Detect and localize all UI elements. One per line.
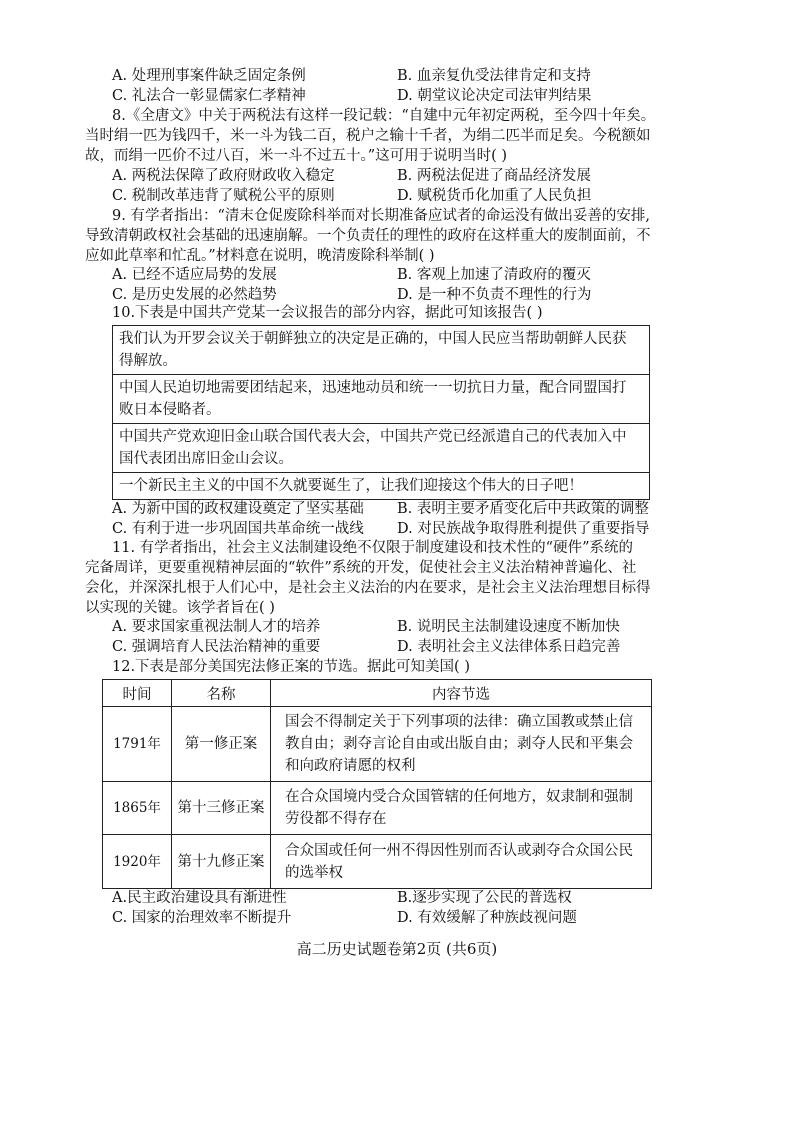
q8-option-b: B. 两税法促进了商品经济发展: [397, 168, 591, 184]
q12-option-c: C. 国家的治理效率不断提升: [112, 910, 292, 926]
q10-option-d: D. 对民族战争取得胜利提供了重要指导: [397, 521, 650, 537]
q10-option-c: C. 有利于进一步巩固国共革命统一战线: [112, 521, 364, 537]
q10-quote-4: [112, 472, 650, 500]
q11-option-c: C. 强调培育人民法治精神的重要: [112, 639, 321, 655]
q11-stem-line-3: 会化，并深深扎根于人们心中，是社会主义法治的内在要求，是社会主义法治理想目标得: [85, 580, 651, 596]
q11-option-d: D. 表明社会主义法律体系日趋完善: [397, 639, 621, 655]
row-content: 在合众国境内受合众国管辖的任何地方，奴隶制和强制劳役都不得存在: [271, 782, 652, 835]
q12-stem: 12.下表是部分美国宪法修正案的节选。据此可知美国( ): [112, 659, 470, 675]
row-name: 第十九修正案: [172, 835, 271, 889]
q9-stem: [85, 206, 677, 266]
q9-option-b: B. 客观上加速了清政府的覆灭: [397, 267, 591, 283]
header-name: 名称: [172, 680, 271, 707]
q11-stem-line-4: 以实现的关键。该学者旨在( ): [85, 600, 275, 616]
q8-option-c: C. 税制改革违背了赋税公平的原则: [112, 188, 335, 204]
header-time: 时间: [103, 680, 172, 707]
q10-quote-2-line-2: 败日本侵略者。: [119, 402, 221, 418]
q10-quote-4-line-1: 一个新民主主义的中国不久就要诞生了，让我们迎接这个伟大的日子吧！: [119, 478, 583, 494]
q11-stem: [85, 538, 677, 618]
row-content: 国会不得制定关于下列事项的法律：确立国教或禁止信教自由；剥夺言论自由或出版自由；剥夺人民和平集会和向政府请愿的权利: [271, 707, 652, 782]
q8-stem-line-1: 8.《全唐文》中关于两税法有这样一段记载：“自建中元年初定两税，至今四十年矣。: [112, 108, 656, 124]
row-name: 第一修正案: [172, 707, 271, 782]
q10-option-a: A. 为新中国的政权建设奠定了坚实基础: [112, 501, 364, 517]
row-year: 1791年: [103, 707, 172, 782]
row-content: 合众国或任何一州不得因性别而否认或剥夺合众国公民的选举权: [271, 835, 652, 889]
q8-option-d: D. 赋税货币化加重了人民负担: [397, 188, 592, 204]
q10-quote-1: [112, 325, 650, 375]
page-footer: 高二历史试题卷第2页 (共6页): [296, 940, 498, 958]
table-header-row: [103, 680, 652, 707]
q10-option-b: B. 表明主要矛盾变化后中共政策的调整: [397, 501, 649, 517]
row-year: 1865年: [103, 782, 172, 835]
q8-stem-line-3: 故，而绢一匹价不过八百，米一斗不过五十。”这可用于说明当时( ): [85, 148, 508, 164]
q8-stem: [85, 106, 677, 166]
q11-stem-line-2: 完备周详，更要重视精神层面的“软件”系统的开发，促使社会主义法治精神普遍化、社: [85, 560, 637, 576]
q8-options: [112, 166, 682, 206]
q9-stem-line-1: 9. 有学者指出：“清末仓促废除科举而对长期准备应试者的命运没有做出妥善的安排,: [112, 208, 650, 224]
q10-quote-3-line-1: 中国共产党欢迎旧金山联合国代表大会，中国共产党已经派遣自己的代表加入中: [119, 429, 627, 445]
q7-option-d: D. 朝堂议论决定司法审判结果: [397, 88, 592, 104]
q10-quote-3: [112, 423, 650, 473]
q10-quote-3-line-2: 国代表团出席旧金山会议。: [119, 451, 293, 467]
q12-options: [112, 888, 682, 928]
table-row: [103, 707, 652, 782]
q7-option-c: C. 礼法合一彰显儒家仁孝精神: [112, 88, 306, 104]
q9-option-a: A. 已经不适应局势的发展: [112, 267, 277, 283]
q11-options: [112, 617, 682, 657]
q9-option-c: C. 是历史发展的必然趋势: [112, 287, 277, 303]
q10-quote-2-line-1: 中国人民迫切地需要团结起来，迅速地动员和统一一切抗日力量，配合同盟国打: [119, 380, 627, 396]
q9-options: [112, 265, 682, 305]
q10-quote-2: [112, 374, 650, 424]
q11-option-b: B. 说明民主法制建设速度不断加快: [397, 619, 620, 635]
row-year: 1920年: [103, 835, 172, 889]
q12-option-a: A.民主政治建设具有渐进性: [112, 890, 287, 906]
q9-stem-line-3: 应如此草率和忙乱。”材料意在说明，晚清废除科举制( ): [85, 248, 435, 264]
q11-option-a: A. 要求国家重视法制人才的培养: [112, 619, 321, 635]
row-name: 第十三修正案: [172, 782, 271, 835]
table-row: [103, 835, 652, 889]
q12-option-d: D. 有效缓解了种族歧视问题: [397, 910, 577, 926]
q8-option-a: A. 两税法保障了政府财政收入稳定: [112, 168, 335, 184]
q10-stem: 10.下表是中国共产党某一会议报告的部分内容，据此可知该报告( ): [112, 305, 543, 321]
q9-option-d: D. 是一种不负责不理性的行为: [397, 287, 592, 303]
table-row: [103, 782, 652, 835]
q10-quote-table: [112, 326, 650, 500]
q10-quote-1-line-1: 我们认为开罗会议关于朝鲜独立的决定是正确的，中国人民应当帮助朝鲜人民获: [119, 331, 627, 347]
header-content: 内容节选: [271, 680, 652, 707]
q8-stem-line-2: 当时绢一匹为钱四千，米一斗为钱二百，税户之输十千者，为绢二匹半而足矣。今税额如: [85, 128, 651, 144]
q7-option-a: A. 处理刑事案件缺乏固定条例: [112, 68, 306, 84]
amendments-table: [102, 679, 652, 889]
q9-stem-line-2: 导致清朝政权社会基础的迅速崩解。一个负责任的理性的政府在这样重大的废制面前，不: [85, 228, 651, 244]
q10-quote-1-line-2: 得解放。: [119, 353, 177, 369]
q12-option-b: B.逐步实现了公民的普选权: [397, 890, 572, 906]
q7-options: [112, 66, 682, 106]
q7-option-b: B. 血亲复仇受法律肯定和支持: [397, 68, 591, 84]
q11-stem-line-1: 11. 有学者指出，社会主义法制建设绝不仅限于制度建设和技术性的“硬件”系统的: [112, 540, 633, 556]
q10-options: [112, 499, 682, 539]
